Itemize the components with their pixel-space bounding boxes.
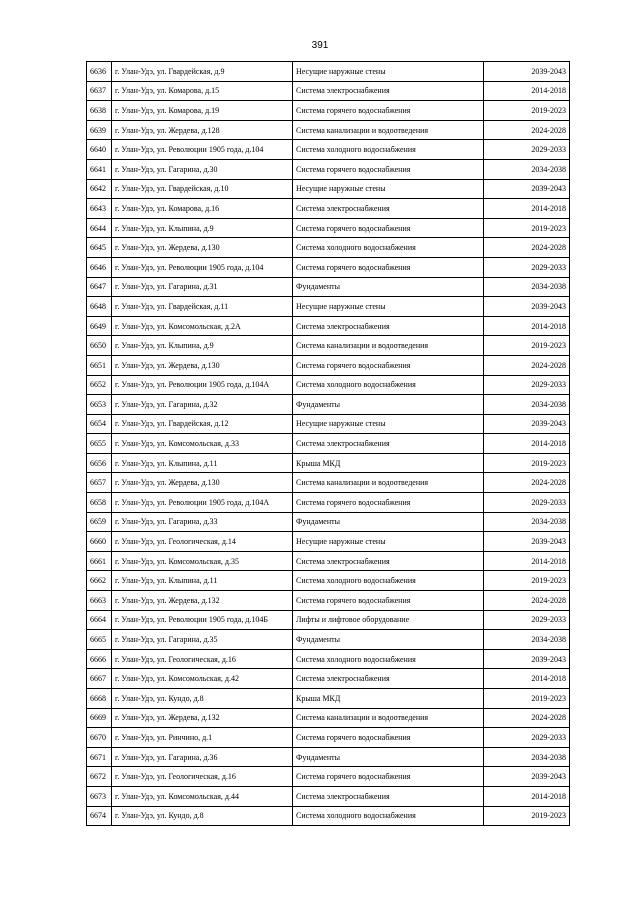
system-cell: Система горячего водоснабжения (293, 159, 484, 179)
address-cell: г. Улан-Удэ, ул. Гагарина, д.30 (112, 159, 293, 179)
row-number: 6664 (87, 610, 112, 630)
address-cell: г. Улан-Удэ, ул. Гвардейская, д.11 (112, 297, 293, 317)
table-row (87, 571, 570, 591)
address-cell: г. Улан-Удэ, ул. Жердева, д.132 (112, 708, 293, 728)
period-cell: 2014-2018 (484, 434, 570, 454)
address-cell: г. Улан-Удэ, ул. Жердева, д.128 (112, 120, 293, 140)
system-cell: Система канализации и водоотведения (293, 473, 484, 493)
system-cell: Лифты и лифтовое оборудование (293, 610, 484, 630)
table-row (87, 669, 570, 689)
row-number: 6650 (87, 336, 112, 356)
period-cell: 2019-2023 (484, 689, 570, 709)
row-number: 6655 (87, 434, 112, 454)
address-cell: г. Улан-Удэ, ул. Комсомольская, д.42 (112, 669, 293, 689)
period-cell: 2034-2038 (484, 747, 570, 767)
table-row (87, 316, 570, 336)
table-row (87, 277, 570, 297)
address-cell: г. Улан-Удэ, ул. Гагарина, д.33 (112, 512, 293, 532)
table-row (87, 649, 570, 669)
period-cell: 2029-2033 (484, 375, 570, 395)
period-cell: 2029-2033 (484, 610, 570, 630)
address-cell: г. Улан-Удэ, ул. Революции 1905 года, д.104Б (112, 610, 293, 630)
period-cell: 2024-2028 (484, 591, 570, 611)
system-cell: Система горячего водоснабжения (293, 218, 484, 238)
system-cell: Система холодного водоснабжения (293, 375, 484, 395)
system-cell: Система горячего водоснабжения (293, 728, 484, 748)
period-cell: 2019-2023 (484, 453, 570, 473)
period-cell: 2039-2043 (484, 414, 570, 434)
address-cell: г. Улан-Удэ, ул. Клыпина, д.11 (112, 453, 293, 473)
row-number: 6648 (87, 297, 112, 317)
system-cell: Крыша МКД (293, 689, 484, 709)
row-number: 6661 (87, 551, 112, 571)
row-number: 6673 (87, 786, 112, 806)
system-cell: Система горячего водоснабжения (293, 591, 484, 611)
table-row (87, 493, 570, 513)
row-number: 6656 (87, 453, 112, 473)
period-cell: 2019-2023 (484, 571, 570, 591)
period-cell: 2034-2038 (484, 512, 570, 532)
system-cell: Крыша МКД (293, 453, 484, 473)
table-row (87, 434, 570, 454)
system-cell: Система горячего водоснабжения (293, 355, 484, 375)
table-row (87, 414, 570, 434)
address-cell: г. Улан-Удэ, ул. Гагарина, д.31 (112, 277, 293, 297)
address-cell: г. Улан-Удэ, ул. Гвардейская, д.10 (112, 179, 293, 199)
table-row (87, 140, 570, 160)
address-cell: г. Улан-Удэ, ул. Комсомольская, д.33 (112, 434, 293, 454)
table-row (87, 610, 570, 630)
row-number: 6670 (87, 728, 112, 748)
period-cell: 2019-2023 (484, 218, 570, 238)
table-row (87, 630, 570, 650)
address-cell: г. Улан-Удэ, ул. Революции 1905 года, д.104 (112, 140, 293, 160)
table-row (87, 806, 570, 826)
row-number: 6662 (87, 571, 112, 591)
address-cell: г. Улан-Удэ, ул. Геологическая, д.16 (112, 767, 293, 787)
table-row (87, 257, 570, 277)
table-row (87, 218, 570, 238)
row-number: 6653 (87, 395, 112, 415)
system-cell: Несущие наружные стены (293, 179, 484, 199)
address-cell: г. Улан-Удэ, ул. Геологическая, д.16 (112, 649, 293, 669)
period-cell: 2029-2033 (484, 257, 570, 277)
system-cell: Несущие наружные стены (293, 414, 484, 434)
row-number: 6644 (87, 218, 112, 238)
table-row (87, 179, 570, 199)
row-number: 6666 (87, 649, 112, 669)
address-cell: г. Улан-Удэ, ул. Ринчино, д.1 (112, 728, 293, 748)
table-row (87, 786, 570, 806)
period-cell: 2034-2038 (484, 159, 570, 179)
system-cell: Система горячего водоснабжения (293, 493, 484, 513)
table-row (87, 62, 570, 82)
period-cell: 2014-2018 (484, 786, 570, 806)
row-number: 6660 (87, 532, 112, 552)
table-row (87, 708, 570, 728)
system-cell: Система электроснабжения (293, 786, 484, 806)
period-cell: 2039-2043 (484, 532, 570, 552)
system-cell: Фундаменты (293, 747, 484, 767)
system-cell: Система электроснабжения (293, 199, 484, 219)
row-number: 6669 (87, 708, 112, 728)
address-cell: г. Улан-Удэ, ул. Клыпина, д.9 (112, 336, 293, 356)
table-row (87, 728, 570, 748)
system-cell: Система канализации и водоотведения (293, 708, 484, 728)
address-cell: г. Улан-Удэ, ул. Жердева, д.130 (112, 355, 293, 375)
table-row (87, 767, 570, 787)
system-cell: Система горячего водоснабжения (293, 101, 484, 121)
table-row (87, 453, 570, 473)
address-cell: г. Улан-Удэ, ул. Комсомольская, д.2А (112, 316, 293, 336)
period-cell: 2039-2043 (484, 649, 570, 669)
period-cell: 2039-2043 (484, 179, 570, 199)
row-number: 6663 (87, 591, 112, 611)
period-cell: 2014-2018 (484, 551, 570, 571)
system-cell: Система электроснабжения (293, 316, 484, 336)
table-row (87, 199, 570, 219)
period-cell: 2029-2033 (484, 140, 570, 160)
system-cell: Система холодного водоснабжения (293, 140, 484, 160)
period-cell: 2024-2028 (484, 708, 570, 728)
address-cell: г. Улан-Удэ, ул. Комарова, д.15 (112, 81, 293, 101)
page-number: 391 (311, 40, 329, 51)
row-number: 6668 (87, 689, 112, 709)
row-number: 6667 (87, 669, 112, 689)
address-cell: г. Улан-Удэ, ул. Геологическая, д.14 (112, 532, 293, 552)
address-cell: г. Улан-Удэ, ул. Клыпина, д.11 (112, 571, 293, 591)
row-number: 6657 (87, 473, 112, 493)
period-cell: 2014-2018 (484, 669, 570, 689)
period-cell: 2024-2028 (484, 238, 570, 258)
address-cell: г. Улан-Удэ, ул. Клыпина, д.9 (112, 218, 293, 238)
system-cell: Система электроснабжения (293, 81, 484, 101)
system-cell: Система электроснабжения (293, 434, 484, 454)
table-row (87, 747, 570, 767)
system-cell: Система канализации и водоотведения (293, 120, 484, 140)
row-number: 6647 (87, 277, 112, 297)
period-cell: 2034-2038 (484, 395, 570, 415)
address-cell: г. Улан-Удэ, ул. Гвардейская, д.12 (112, 414, 293, 434)
table-row (87, 512, 570, 532)
row-number: 6641 (87, 159, 112, 179)
address-cell: г. Улан-Удэ, ул. Жердева, д.132 (112, 591, 293, 611)
system-cell: Несущие наружные стены (293, 532, 484, 552)
address-cell: г. Улан-Удэ, ул. Гвардейская, д.9 (112, 62, 293, 82)
address-cell: г. Улан-Удэ, ул. Кундо, д.8 (112, 806, 293, 826)
row-number: 6639 (87, 120, 112, 140)
row-number: 6643 (87, 199, 112, 219)
period-cell: 2034-2038 (484, 277, 570, 297)
row-number: 6642 (87, 179, 112, 199)
row-number: 6659 (87, 512, 112, 532)
address-cell: г. Улан-Удэ, ул. Гагарина, д.35 (112, 630, 293, 650)
period-cell: 2029-2033 (484, 728, 570, 748)
table-row (87, 591, 570, 611)
registry-table-body (87, 62, 570, 826)
system-cell: Система электроснабжения (293, 551, 484, 571)
address-cell: г. Улан-Удэ, ул. Гагарина, д.36 (112, 747, 293, 767)
system-cell: Фундаменты (293, 512, 484, 532)
table-row (87, 375, 570, 395)
period-cell: 2024-2028 (484, 355, 570, 375)
period-cell: 2019-2023 (484, 101, 570, 121)
row-number: 6665 (87, 630, 112, 650)
period-cell: 2039-2043 (484, 767, 570, 787)
address-cell: г. Улан-Удэ, ул. Кундо, д.8 (112, 689, 293, 709)
address-cell: г. Улан-Удэ, ул. Революции 1905 года, д.104 (112, 257, 293, 277)
system-cell: Система холодного водоснабжения (293, 571, 484, 591)
address-cell: г. Улан-Удэ, ул. Комарова, д.19 (112, 101, 293, 121)
row-number: 6636 (87, 62, 112, 82)
row-number: 6649 (87, 316, 112, 336)
period-cell: 2014-2018 (484, 199, 570, 219)
row-number: 6645 (87, 238, 112, 258)
period-cell: 2039-2043 (484, 62, 570, 82)
address-cell: г. Улан-Удэ, ул. Революции 1905 года, д.104А (112, 493, 293, 513)
period-cell: 2019-2023 (484, 806, 570, 826)
table-row (87, 473, 570, 493)
system-cell: Фундаменты (293, 277, 484, 297)
table-row (87, 297, 570, 317)
address-cell: г. Улан-Удэ, ул. Гагарина, д.32 (112, 395, 293, 415)
period-cell: 2014-2018 (484, 316, 570, 336)
row-number: 6646 (87, 257, 112, 277)
system-cell: Несущие наружные стены (293, 62, 484, 82)
row-number: 6652 (87, 375, 112, 395)
table-row (87, 120, 570, 140)
address-cell: г. Улан-Удэ, ул. Комарова, д.16 (112, 199, 293, 219)
system-cell: Система холодного водоснабжения (293, 238, 484, 258)
address-cell: г. Улан-Удэ, ул. Революции 1905 года, д.104А (112, 375, 293, 395)
period-cell: 2019-2023 (484, 336, 570, 356)
row-number: 6651 (87, 355, 112, 375)
address-cell: г. Улан-Удэ, ул. Жердева, д.130 (112, 473, 293, 493)
row-number: 6674 (87, 806, 112, 826)
row-number: 6637 (87, 81, 112, 101)
row-number: 6671 (87, 747, 112, 767)
address-cell: г. Улан-Удэ, ул. Комсомольская, д.44 (112, 786, 293, 806)
row-number: 6654 (87, 414, 112, 434)
system-cell: Система холодного водоснабжения (293, 806, 484, 826)
period-cell: 2024-2028 (484, 473, 570, 493)
row-number: 6658 (87, 493, 112, 513)
system-cell: Система холодного водоснабжения (293, 649, 484, 669)
table-row (87, 551, 570, 571)
period-cell: 2029-2033 (484, 493, 570, 513)
table-row (87, 532, 570, 552)
system-cell: Система горячего водоснабжения (293, 767, 484, 787)
table-row (87, 395, 570, 415)
period-cell: 2014-2018 (484, 81, 570, 101)
row-number: 6672 (87, 767, 112, 787)
table-row (87, 355, 570, 375)
system-cell: Система электроснабжения (293, 669, 484, 689)
table-row (87, 238, 570, 258)
table-row (87, 159, 570, 179)
period-cell: 2039-2043 (484, 297, 570, 317)
period-cell: 2024-2028 (484, 120, 570, 140)
table-row (87, 689, 570, 709)
row-number: 6638 (87, 101, 112, 121)
system-cell: Система канализации и водоотведения (293, 336, 484, 356)
table-row (87, 101, 570, 121)
system-cell: Фундаменты (293, 630, 484, 650)
registry-table (86, 61, 570, 826)
system-cell: Система горячего водоснабжения (293, 257, 484, 277)
period-cell: 2034-2038 (484, 630, 570, 650)
system-cell: Фундаменты (293, 395, 484, 415)
address-cell: г. Улан-Удэ, ул. Жердева, д.130 (112, 238, 293, 258)
table-row (87, 81, 570, 101)
address-cell: г. Улан-Удэ, ул. Комсомольская, д.35 (112, 551, 293, 571)
table-row (87, 336, 570, 356)
system-cell: Несущие наружные стены (293, 297, 484, 317)
row-number: 6640 (87, 140, 112, 160)
